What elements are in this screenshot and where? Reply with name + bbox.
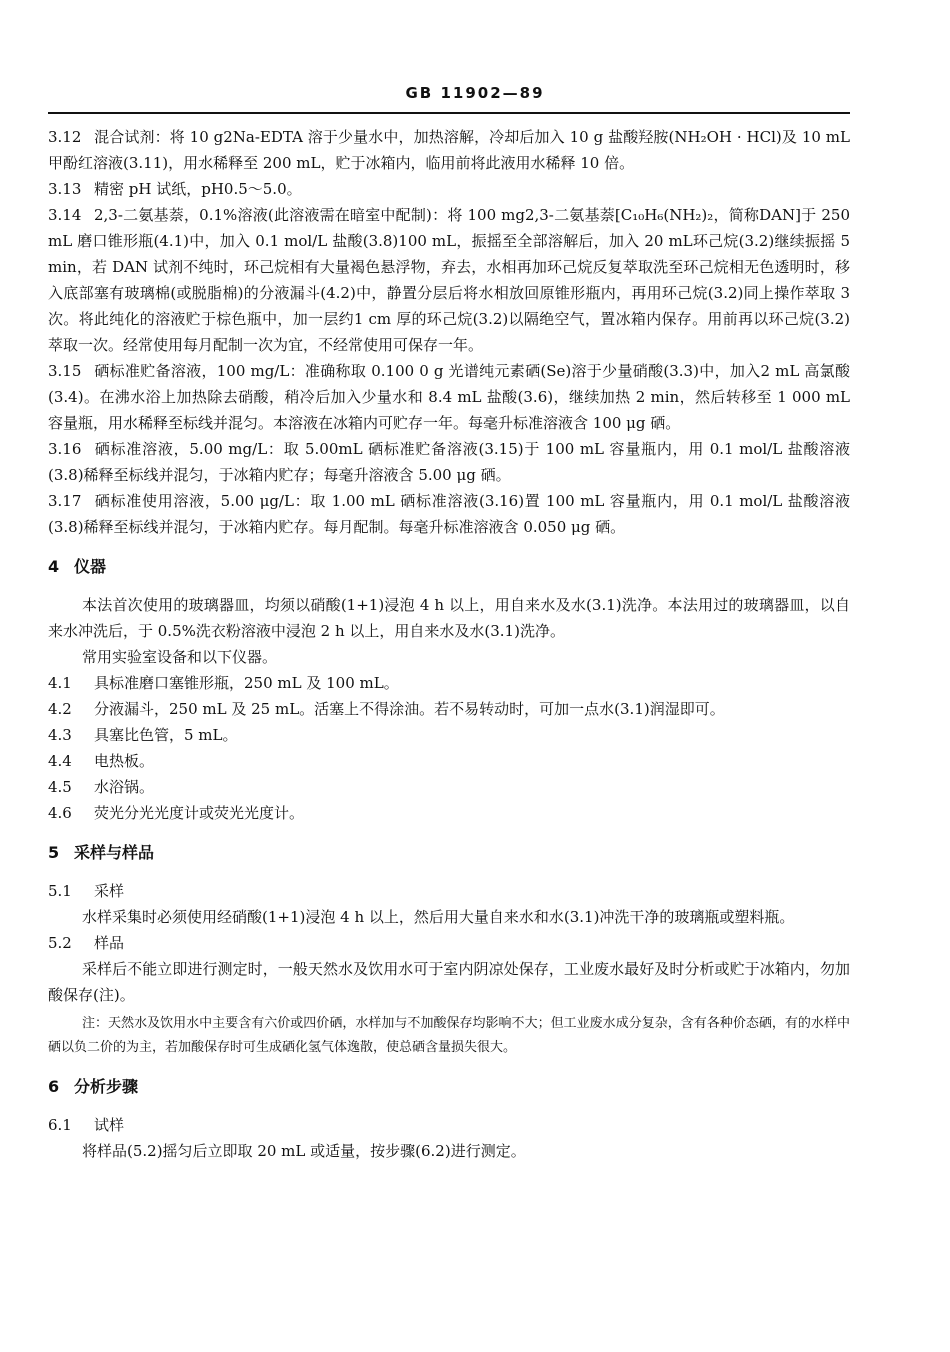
subsection-number: 5.2 <box>48 934 72 952</box>
item-3-12 <box>48 124 850 176</box>
item-number: 4.3 <box>48 726 72 744</box>
item-text: 具标准磨口塞锥形瓶，250 mL 及 100 mL。 <box>94 674 399 692</box>
note: 注：天然水及饮用水中主要含有六价或四价硒，水样加与不加酸保存均影响不大；但工业废水成分复杂，含有各种价态硒，有的水样中硒以负二价的为主，若加酸保存时可生成硒化氢气体逸散，使总硒含量损失很大。 <box>48 1016 850 1055</box>
section-number: 6 <box>48 1077 60 1096</box>
item-4-2 <box>48 696 850 722</box>
item-4-4 <box>48 748 850 774</box>
item-text: 2,3-二氨基萘，0.1%溶液(此溶液需在暗室中配制)：将 100 mg2,3-二氨基萘[C₁₀H₆(NH₂)₂，简称DAN]于 250 mL 磨口锥形瓶(4.1)中，加入 0.1 mol/L 盐酸(3.8)100 mL，振摇至全部溶解后，加入 20 mL环己烷(3.2)继续振摇 5 min，若 DAN 试剂不纯时，环己烷相有大量褐色悬浮物，弃去，水相再加环己烷反复萃取洗至环己烷相无色透明时，移入底部塞有玻璃棉(或脱脂棉)的分液漏斗(4.2)中，静置分层后将水相放回原锥形瓶内，再用环己烷(3.2)同上操作萃取 3 次。将此纯化的溶液贮于棕色瓶中，加一层约1 cm 厚的环己烷(3.2)以隔绝空气，置冰箱内保存。用前再以环己烷(3.2)萃取一次。经常使用每月配制一次为宜，不经常使用可保存一年。 <box>48 206 850 354</box>
section-number: 4 <box>48 557 60 576</box>
item-text: 电热板。 <box>94 752 155 770</box>
item-3-14 <box>48 202 850 358</box>
subsection-title: 采样 <box>94 882 125 900</box>
subsection-5-2-text: 采样后不能立即进行测定时，一般天然水及饮用水可于室内阴凉处保存，工业废水最好及时分析或贮于冰箱内，勿加酸保存(注)。 <box>48 960 850 1004</box>
item-4-3 <box>48 722 850 748</box>
section-5-heading <box>48 840 850 866</box>
item-number: 3.13 <box>48 180 82 198</box>
item-text: 精密 pH 试纸，pH0.5～5.0。 <box>94 180 302 198</box>
item-number: 3.17 <box>48 492 82 510</box>
item-number: 4.4 <box>48 752 72 770</box>
item-4-1 <box>48 670 850 696</box>
item-text: 硒标准贮备溶液，100 mg/L：准确称取 0.100 0 g 光谱纯元素硒(Se)溶于少量硝酸(3.3)中，加入2 mL 高氯酸(3.4)。在沸水浴上加热除去硝酸，稍冷后加入少量水和 8.4 mL 盐酸(3.6)，继续加热 2 min，然后转移至 1 000 mL 容量瓶，用水稀释至标线并混匀。本溶液在冰箱内可贮存一年。每毫升标准溶液含 100 μg 硒。 <box>48 362 850 432</box>
subsection-title: 试样 <box>94 1116 125 1134</box>
subsection-5-1-heading <box>48 878 850 904</box>
subsection-5-2-heading <box>48 930 850 956</box>
section-6-heading <box>48 1074 850 1100</box>
reagent-list <box>48 124 850 540</box>
item-number: 4.6 <box>48 804 72 822</box>
item-number: 3.15 <box>48 362 82 380</box>
subsection-number: 5.1 <box>48 882 72 900</box>
item-number: 3.16 <box>48 440 82 458</box>
subsection-title: 样品 <box>94 934 125 952</box>
subsection-6-1-heading <box>48 1112 850 1138</box>
item-text: 荧光分光光度计或荧光光度计。 <box>94 804 305 822</box>
item-text: 分液漏斗，250 mL 及 25 mL。活塞上不得涂油。若不易转动时，可加一点水(3.1)润湿即可。 <box>94 700 725 718</box>
item-text: 硒标准溶液，5.00 mg/L：取 5.00mL 硒标准贮备溶液(3.15)于 100 mL 容量瓶内，用 0.1 mol/L 盐酸溶液(3.8)稀释至标线并混匀，于冰箱内贮存；每毫升溶液含 5.00 μg 硒。 <box>48 440 850 484</box>
subsection-number: 6.1 <box>48 1116 72 1134</box>
item-4-5 <box>48 774 850 800</box>
item-3-17 <box>48 488 850 540</box>
section-title: 采样与样品 <box>74 843 155 862</box>
section-title: 仪器 <box>74 557 107 576</box>
item-3-15 <box>48 358 850 436</box>
item-number: 4.1 <box>48 674 72 692</box>
subsection-6-1-text: 将样品(5.2)摇匀后立即取 20 mL 或适量，按步骤(6.2)进行测定。 <box>82 1142 526 1160</box>
header-rule <box>48 112 850 114</box>
section-4-para1: 本法首次使用的玻璃器皿，均须以硝酸(1+1)浸泡 4 h 以上，用自来水及水(3.1)洗净。本法用过的玻璃器皿，以自来水冲洗后，于 0.5%洗衣粉溶液中浸泡 2 h 以上，用自来水及水(3.1)洗净。 <box>48 596 850 640</box>
section-number: 5 <box>48 843 60 862</box>
item-number: 3.12 <box>48 128 82 146</box>
section-4-heading <box>48 554 850 580</box>
page-content <box>48 124 850 1164</box>
item-text: 硒标准使用溶液，5.00 μg/L：取 1.00 mL 硒标准溶液(3.16)置 100 mL 容量瓶内，用 0.1 mol/L 盐酸溶液(3.8)稀释至标线并混匀，于冰箱内贮存。每月配制。每毫升标准溶液含 0.050 μg 硒。 <box>48 492 850 536</box>
item-text: 水浴锅。 <box>94 778 155 796</box>
item-number: 4.2 <box>48 700 72 718</box>
section-title: 分析步骤 <box>74 1077 139 1096</box>
item-3-13 <box>48 176 850 202</box>
subsection-5-1-text: 水样采集时必须使用经硝酸(1+1)浸泡 4 h 以上，然后用大量自来水和水(3.1)冲洗干净的玻璃瓶或塑料瓶。 <box>82 908 795 926</box>
item-number: 4.5 <box>48 778 72 796</box>
page-header: GB 11902—89 <box>405 84 545 102</box>
item-3-16 <box>48 436 850 488</box>
item-text: 具塞比色管，5 mL。 <box>94 726 238 744</box>
item-4-6 <box>48 800 850 826</box>
section-4-para2: 常用实验室设备和以下仪器。 <box>82 648 278 666</box>
item-text: 混合试剂：将 10 g2Na-EDTA 溶于少量水中，加热溶解，冷却后加入 10 g 盐酸羟胺(NH₂OH · HCl)及 10 mL 甲酚红溶液(3.11)，用水稀释至 200 mL，贮于冰箱内，临用前将此液用水稀释 10 倍。 <box>48 128 850 172</box>
item-number: 3.14 <box>48 206 82 224</box>
